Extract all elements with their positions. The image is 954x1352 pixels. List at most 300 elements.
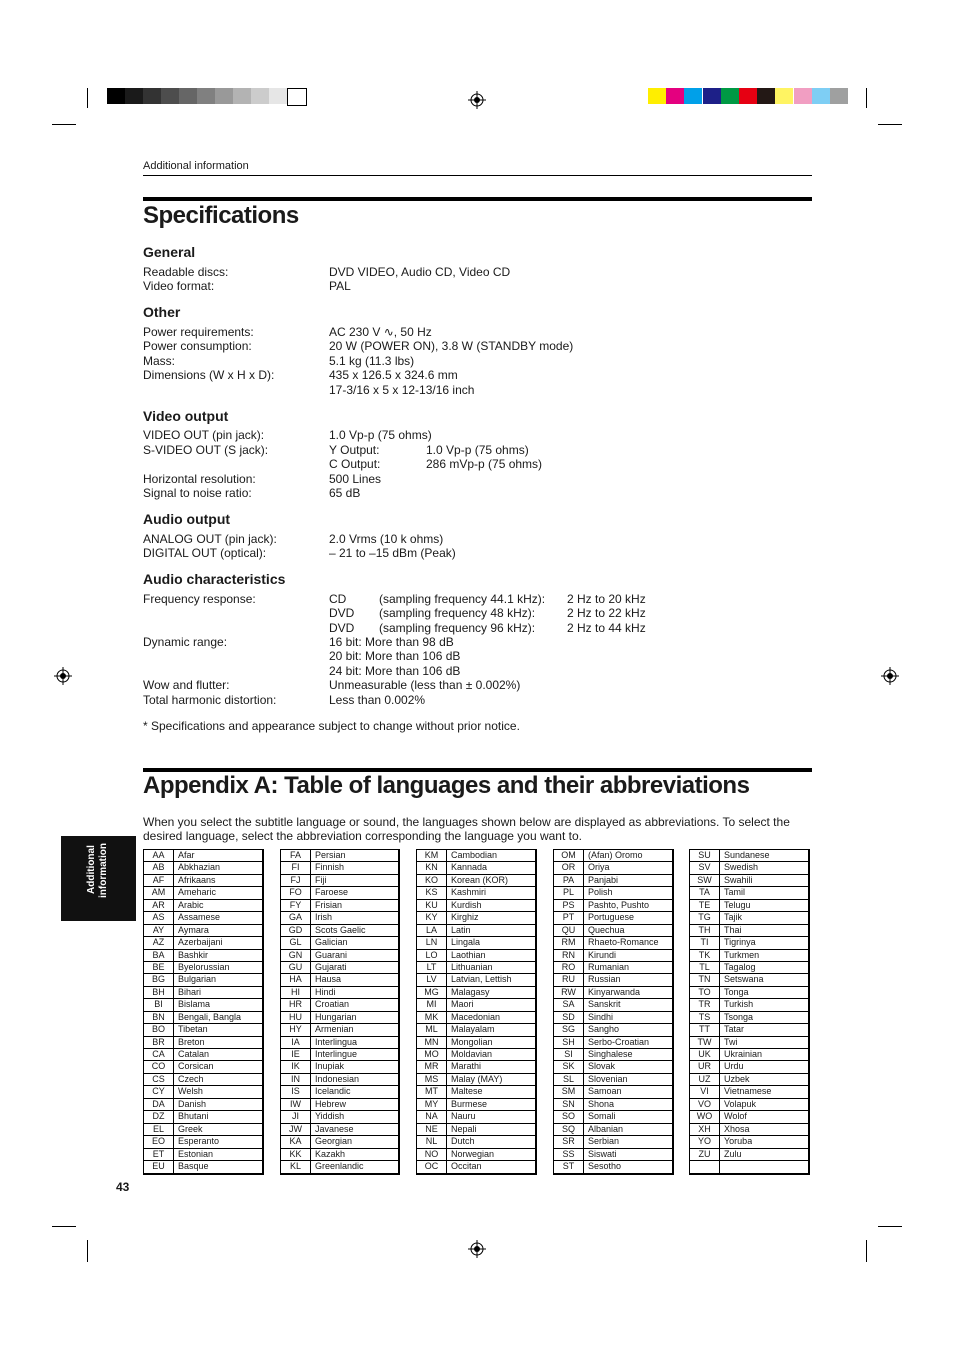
language-row (554, 1012, 672, 1024)
language-name: Faroese (315, 887, 349, 898)
language-row (281, 887, 398, 899)
language-row (417, 937, 535, 949)
language-name: Slovak (588, 1061, 616, 1072)
language-row (690, 1136, 808, 1148)
color-swatch (830, 88, 848, 104)
language-name: Yoruba (724, 1136, 753, 1147)
language-row (281, 912, 398, 924)
language-row (144, 850, 262, 862)
language-row (281, 937, 398, 949)
language-row (554, 999, 672, 1011)
language-code: SL (554, 1074, 584, 1085)
language-row (281, 1161, 398, 1173)
language-row (281, 1049, 398, 1061)
language-name: Corsican (178, 1061, 214, 1072)
language-code: SS (554, 1149, 584, 1160)
language-row (690, 1149, 808, 1161)
language-name: Urdu (724, 1061, 744, 1072)
language-name: Tamil (724, 887, 746, 898)
language-code: IE (281, 1049, 311, 1060)
language-code: AA (144, 850, 174, 861)
spec-sublabel: C Output: (329, 457, 381, 471)
language-name: Occitan (451, 1160, 482, 1171)
language-name: Twi (724, 1036, 738, 1047)
language-row (281, 925, 398, 937)
language-code: QU (554, 925, 584, 936)
language-row (690, 937, 808, 949)
gray-swatch (233, 88, 251, 104)
spec-value: 24 bit: More than 106 dB (329, 664, 461, 678)
language-code: SV (690, 862, 720, 873)
side-tab-line2: information (98, 843, 109, 898)
language-row (690, 1061, 808, 1073)
language-name: Albanian (588, 1123, 624, 1134)
registration-mark-icon (468, 1240, 486, 1258)
language-code: SO (554, 1111, 584, 1122)
section-heading-general: General (143, 244, 196, 260)
language-code: IA (281, 1037, 311, 1048)
language-row (281, 1012, 398, 1024)
language-row (144, 862, 262, 874)
language-code: MT (417, 1086, 447, 1097)
language-code: LO (417, 950, 447, 961)
language-row (417, 850, 535, 862)
language-code: XH (690, 1124, 720, 1135)
language-row (281, 862, 398, 874)
language-row (417, 1111, 535, 1123)
crop-mark (878, 1226, 902, 1227)
language-code: VO (690, 1099, 720, 1110)
language-code: FI (281, 862, 311, 873)
spec-value: 1.0 Vp-p (75 ohms) (329, 428, 432, 442)
language-code: TH (690, 925, 720, 936)
language-name: Fiji (315, 874, 327, 885)
language-row (690, 1111, 808, 1123)
language-name: Polish (588, 887, 613, 898)
gray-swatch (179, 88, 197, 104)
language-name: Bengali, Bangla (178, 1011, 242, 1022)
language-row (417, 1136, 535, 1148)
language-code: JW (281, 1124, 311, 1135)
language-name: Frisian (315, 899, 343, 910)
language-row (554, 1124, 672, 1136)
language-code: PL (554, 887, 584, 898)
language-code: KU (417, 900, 447, 911)
language-row (281, 1149, 398, 1161)
language-code: ET (144, 1149, 174, 1160)
language-name: Tigrinya (724, 937, 756, 948)
spec-value: DVD (329, 621, 355, 635)
language-name: Bislama (178, 999, 211, 1010)
language-row (417, 1099, 535, 1111)
language-row (690, 912, 808, 924)
spec-label: Dimensions (W x H x D): (143, 368, 275, 382)
language-name (720, 1161, 724, 1173)
language-name: Korean (KOR) (451, 874, 509, 885)
language-name: Rhaeto-Romance (588, 937, 659, 948)
crop-mark (866, 88, 867, 108)
language-code: UZ (690, 1074, 720, 1085)
spec-label: DIGITAL OUT (optical): (143, 546, 267, 560)
language-code: ST (554, 1161, 584, 1173)
language-code: MY (417, 1099, 447, 1110)
language-name: Malayalam (451, 1024, 495, 1035)
language-row (281, 850, 398, 862)
language-name: Vietnamese (724, 1086, 772, 1097)
spec-label: Frequency response: (143, 592, 256, 606)
language-code: LT (417, 962, 447, 973)
language-row (144, 1049, 262, 1061)
language-code: BN (144, 1012, 174, 1023)
language-code: SQ (554, 1124, 584, 1135)
language-row (690, 1074, 808, 1086)
gray-swatch (143, 88, 161, 104)
language-code: ZU (690, 1149, 720, 1160)
language-code: CS (144, 1074, 174, 1085)
color-swatch (739, 88, 757, 104)
language-row (690, 962, 808, 974)
language-name: Zulu (724, 1148, 742, 1159)
language-code: SG (554, 1024, 584, 1035)
language-name: Azerbaijani (178, 937, 223, 948)
language-name: Portuguese (588, 912, 635, 923)
language-name: Tsonga (724, 1011, 754, 1022)
language-row (417, 999, 535, 1011)
language-row (554, 1049, 672, 1061)
language-row (417, 1061, 535, 1073)
language-row (690, 1099, 808, 1111)
language-code: TA (690, 887, 720, 898)
language-row (690, 925, 808, 937)
registration-mark-icon (54, 667, 72, 685)
language-name: Marathi (451, 1061, 482, 1072)
language-row (281, 1037, 398, 1049)
language-name: Swahili (724, 874, 753, 885)
language-row (690, 999, 808, 1011)
language-row (554, 875, 672, 887)
language-name: Kirghiz (451, 912, 479, 923)
language-code: EU (144, 1161, 174, 1173)
language-code: TE (690, 900, 720, 911)
language-code: AY (144, 925, 174, 936)
spec-value: (sampling frequency 96 kHz): (379, 621, 536, 635)
language-row (690, 1124, 808, 1136)
appendix-title: Appendix A: Table of languages and their abbreviations (143, 772, 750, 799)
language-name: Javanese (315, 1123, 354, 1134)
language-name: Kurdish (451, 899, 482, 910)
language-name: Laothian (451, 949, 486, 960)
spec-value: 1.0 Vp-p (75 ohms) (426, 443, 529, 457)
language-code: BR (144, 1037, 174, 1048)
page-title: Specifications (143, 202, 299, 229)
language-row (281, 1086, 398, 1098)
spec-label: Power consumption: (143, 339, 252, 353)
language-row (417, 987, 535, 999)
page-number: 43 (116, 1180, 130, 1194)
language-name: Somali (588, 1111, 616, 1122)
language-code: TW (690, 1037, 720, 1048)
language-code: SD (554, 1012, 584, 1023)
registration-mark-icon (881, 667, 899, 685)
color-swatch (666, 88, 684, 104)
spec-label: Horizontal resolution: (143, 472, 256, 486)
language-table (553, 849, 674, 1175)
language-code: AB (144, 862, 174, 873)
language-name: Hungarian (315, 1011, 357, 1022)
language-code: MG (417, 987, 447, 998)
language-name: Sundanese (724, 850, 770, 860)
language-code: MK (417, 1012, 447, 1023)
spec-value: (sampling frequency 48 kHz): (379, 606, 536, 620)
spec-value: Unmeasurable (less than ± 0.002%) (329, 678, 521, 692)
side-tab (61, 836, 136, 921)
language-row (144, 1161, 262, 1173)
language-name: Shona (588, 1098, 615, 1109)
language-name: Yiddish (315, 1111, 345, 1122)
language-row (554, 974, 672, 986)
language-code: VI (690, 1086, 720, 1097)
language-code: KL (281, 1161, 311, 1173)
spec-value: 20 bit: More than 106 dB (329, 649, 461, 663)
spec-value: 500 Lines (329, 472, 382, 486)
language-code (690, 1161, 720, 1173)
language-row (144, 962, 262, 974)
language-code: AM (144, 887, 174, 898)
color-swatch (684, 88, 702, 104)
language-name: Macedonian (451, 1011, 501, 1022)
language-name: Sangho (588, 1024, 620, 1035)
language-name: (Afan) Oromo (588, 850, 643, 860)
language-row (554, 912, 672, 924)
language-code: NA (417, 1111, 447, 1122)
language-code: MO (417, 1049, 447, 1060)
language-code: IS (281, 1086, 311, 1097)
language-row (281, 1111, 398, 1123)
language-name: Interlingue (315, 1049, 358, 1059)
language-row (144, 999, 262, 1011)
language-row (690, 950, 808, 962)
language-name: Tonga (724, 986, 749, 997)
language-row (281, 974, 398, 986)
language-code: SK (554, 1061, 584, 1072)
language-row (281, 1074, 398, 1086)
language-code: HA (281, 974, 311, 985)
language-row (144, 1149, 262, 1161)
spec-label: Total harmonic distortion: (143, 693, 277, 707)
language-code: OR (554, 862, 584, 873)
language-name: Bulgarian (178, 974, 217, 985)
language-row (144, 937, 262, 949)
language-code: JI (281, 1111, 311, 1122)
language-row (144, 887, 262, 899)
language-row (690, 1024, 808, 1036)
language-code: SU (690, 850, 720, 861)
language-name: Esperanto (178, 1136, 220, 1147)
language-name: Nauru (451, 1111, 476, 1122)
language-row (690, 1012, 808, 1024)
language-code: SM (554, 1086, 584, 1097)
language-name: Indonesian (315, 1073, 360, 1084)
language-name: Telugu (724, 899, 751, 910)
language-row (144, 1024, 262, 1036)
language-code: TK (690, 950, 720, 961)
language-code: ML (417, 1024, 447, 1035)
language-row (554, 1161, 672, 1173)
section-heading-audio-output: Audio output (143, 511, 231, 527)
language-code: SW (690, 875, 720, 886)
language-row (690, 1161, 808, 1173)
language-row (281, 1024, 398, 1036)
language-name: Afar (178, 850, 195, 860)
language-row (554, 1136, 672, 1148)
language-row (554, 862, 672, 874)
language-name: Danish (178, 1098, 207, 1109)
language-name: Russian (588, 974, 621, 985)
color-swatch (721, 88, 739, 104)
language-name: Rumanian (588, 961, 630, 972)
language-row (417, 974, 535, 986)
language-code: BA (144, 950, 174, 961)
language-code: CO (144, 1061, 174, 1072)
language-name: Oriya (588, 862, 610, 873)
language-row (554, 987, 672, 999)
spec-value: 435 x 126.5 x 324.6 mm (329, 368, 458, 382)
language-row (554, 950, 672, 962)
language-code: IN (281, 1074, 311, 1085)
language-code: UK (690, 1049, 720, 1060)
language-code: NL (417, 1136, 447, 1147)
language-row (281, 900, 398, 912)
language-code: KY (417, 912, 447, 923)
spec-label: Dynamic range: (143, 635, 228, 649)
spec-value: 2 Hz to 22 kHz (567, 606, 646, 620)
language-code: RW (554, 987, 584, 998)
language-row (690, 875, 808, 887)
language-row (417, 900, 535, 912)
language-code: BE (144, 962, 174, 973)
spec-value: 2.0 Vrms (10 k ohms) (329, 532, 444, 546)
language-row (690, 974, 808, 986)
language-code: TI (690, 937, 720, 948)
language-code: SR (554, 1136, 584, 1147)
language-code: KS (417, 887, 447, 898)
language-code: TO (690, 987, 720, 998)
language-row (554, 900, 672, 912)
language-code: EL (144, 1124, 174, 1135)
language-row (417, 925, 535, 937)
language-row (281, 999, 398, 1011)
language-code: BI (144, 999, 174, 1010)
language-code: PA (554, 875, 584, 886)
language-name: Interlingua (315, 1036, 358, 1047)
spec-value: 5.1 kg (11.3 lbs) (329, 354, 415, 368)
language-row (417, 950, 535, 962)
language-code: SH (554, 1037, 584, 1048)
language-row (144, 900, 262, 912)
section-heading-audio-characteristics: Audio characteristics (143, 571, 286, 587)
language-row (144, 1099, 262, 1111)
language-row (144, 950, 262, 962)
language-code: SN (554, 1099, 584, 1110)
language-code: HI (281, 987, 311, 998)
language-name: Welsh (178, 1086, 203, 1097)
language-name: Kirundi (588, 949, 617, 960)
language-row (690, 887, 808, 899)
language-name: Afrikaans (178, 874, 216, 885)
spec-label: Power requirements: (143, 325, 254, 339)
language-row (554, 1024, 672, 1036)
language-row (281, 1124, 398, 1136)
gray-swatch (197, 88, 215, 104)
language-row (144, 1136, 262, 1148)
language-row (144, 1061, 262, 1073)
language-name: Samoan (588, 1086, 622, 1097)
language-name: Moldavian (451, 1049, 493, 1059)
language-name: Galician (315, 937, 348, 948)
spec-value: 20 W (POWER ON), 3.8 W (STANDBY mode) (329, 339, 574, 353)
language-name: Xhosa (724, 1123, 750, 1134)
language-row (554, 1111, 672, 1123)
language-table (416, 849, 537, 1175)
language-name: Maltese (451, 1086, 483, 1097)
language-name: Guarani (315, 949, 348, 960)
language-code: GN (281, 950, 311, 961)
language-row (690, 862, 808, 874)
language-name: Georgian (315, 1136, 353, 1147)
language-code: KO (417, 875, 447, 886)
spec-value: CD (329, 592, 347, 606)
spec-label: Readable discs: (143, 265, 229, 279)
language-name: Irish (315, 912, 333, 923)
language-code: GD (281, 925, 311, 936)
language-code: SI (554, 1049, 584, 1060)
language-name: Tajik (724, 912, 743, 923)
language-name: Malay (MAY) (451, 1073, 503, 1084)
language-row (417, 1012, 535, 1024)
language-code: NE (417, 1124, 447, 1135)
spec-value: – 21 to –15 dBm (Peak) (329, 546, 456, 560)
language-row (417, 1149, 535, 1161)
language-name: Hindi (315, 986, 336, 997)
language-name: Sanskrit (588, 999, 621, 1010)
language-code: AS (144, 912, 174, 923)
spec-value: 286 mVp-p (75 ohms) (426, 457, 543, 471)
language-code: IW (281, 1099, 311, 1110)
language-row (144, 1111, 262, 1123)
language-name: Kazakh (315, 1148, 346, 1159)
language-row (417, 1086, 535, 1098)
language-code: TN (690, 974, 720, 985)
language-code: AZ (144, 937, 174, 948)
language-code: RO (554, 962, 584, 973)
language-name: Scots Gaelic (315, 924, 366, 935)
spec-label: Signal to noise ratio: (143, 486, 252, 500)
language-name: Tagalog (724, 961, 756, 972)
language-code: TR (690, 999, 720, 1010)
language-row (417, 1024, 535, 1036)
language-name: Serbian (588, 1136, 620, 1147)
language-row (554, 1061, 672, 1073)
language-name: Bihari (178, 986, 202, 997)
language-code: CY (144, 1086, 174, 1097)
language-name: Nepali (451, 1123, 477, 1134)
language-code: DA (144, 1099, 174, 1110)
language-row (554, 1149, 672, 1161)
spec-value: 16 bit: More than 98 dB (329, 635, 454, 649)
language-name: Inupiak (315, 1061, 345, 1072)
language-name: Dutch (451, 1136, 475, 1147)
language-name: Croatian (315, 999, 350, 1010)
